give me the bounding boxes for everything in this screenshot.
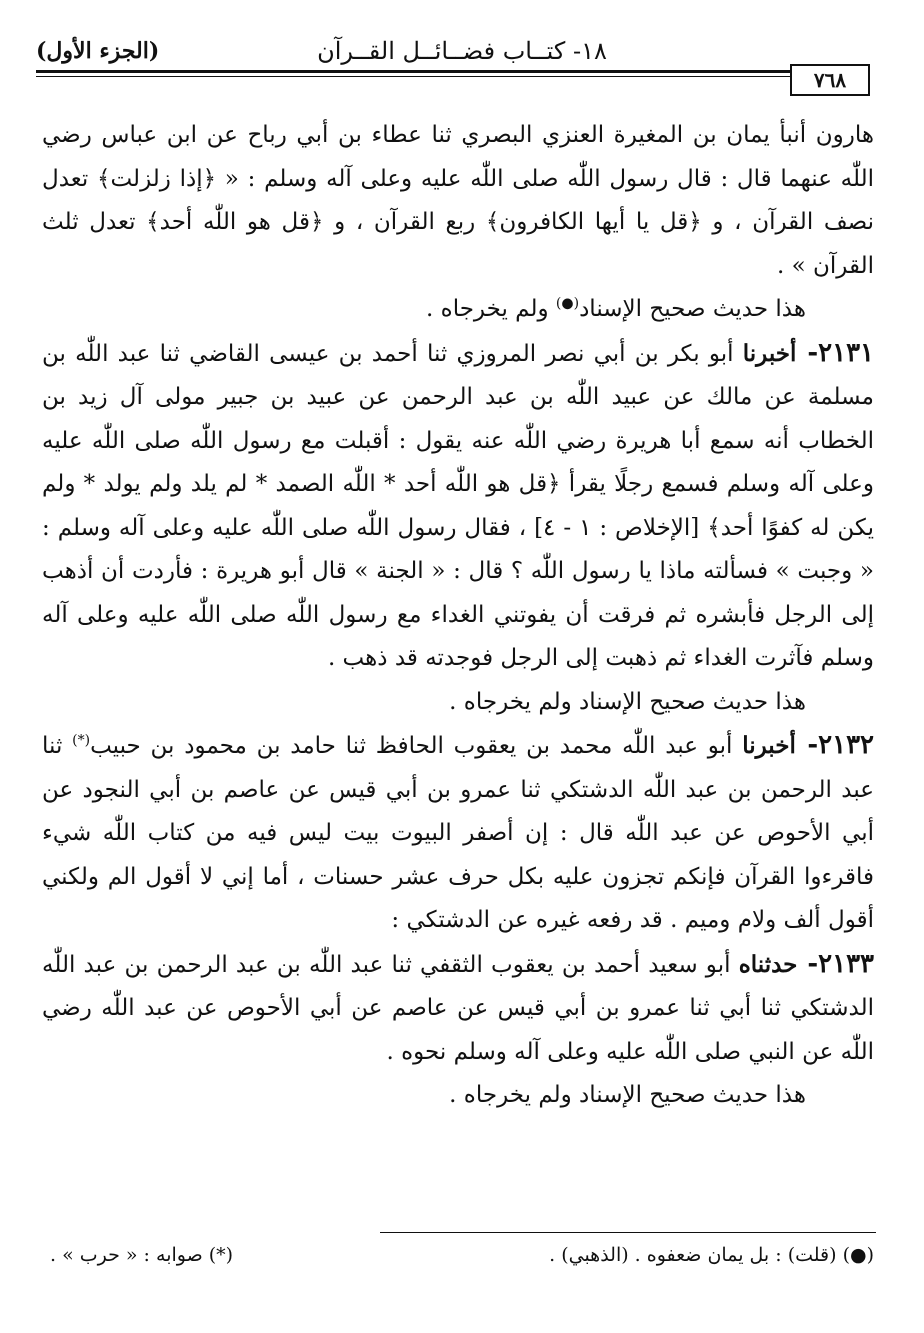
hadith-number: ٢١٣١	[818, 337, 875, 368]
hadith-lead: أخبرنا	[742, 339, 797, 367]
running-title: ١٨- كتــاب فضــائــل القــرآن	[317, 37, 607, 65]
footnote-marker: (*)	[72, 732, 91, 749]
footnote-left: (*) صوابه : « حرب » .	[50, 1244, 234, 1266]
paragraph-tail: ولم يخرجاه .	[426, 296, 556, 322]
paragraph-text: هذا حديث صحيح الإسناد ولم يخرجاه .	[449, 688, 806, 715]
page-header	[36, 34, 888, 70]
hadith-lead: أخبرنا	[742, 732, 796, 759]
footnote-rule	[380, 1232, 876, 1233]
header-rule-thin	[36, 76, 838, 77]
footnotes	[50, 1240, 874, 1270]
footnote-right: (●) (قلت) : بل يمان ضعفوه . (الذهبي) .	[549, 1244, 874, 1266]
paragraph-grading-2	[42, 681, 874, 725]
page-body	[42, 114, 874, 1118]
footnote-marker: (●)	[555, 295, 580, 312]
hadith-number: ٢١٣٣	[818, 948, 875, 979]
paragraph-hadith-2132: ٢١٣٢- أخبرنا أبو عبد اللّٰه محمد بن يعقوب الحافظ ثنا حامد بن محمود بن حبيب(*) ثنا عبد الرحمن بن عبد اللّٰه الدشتكي ثنا عمرو بن أبي قيس عن عاصم بن أبي النجود عن أبي الأحوص عن عبد اللّٰه قال : إن أصفر البيوت بيت ليس فيه من كتاب اللّٰه شيء فاقرءوا القرآن فإنكم تجزون عليه بكل حرف عشر حسنات ، أما إني لا أقول الم ولكني أقول ألف ولام وميم . قد رفعه غيره عن الدشتكي :	[42, 730, 875, 933]
paragraph-text: هذا حديث صحيح الإسناد ولم يخرجاه .	[449, 1082, 806, 1108]
volume-label: (الجزء الأول)	[36, 38, 160, 64]
paragraph-text: هارون أنبأ يمان بن المغيرة العنزي البصري ثنا عطاء بن أبي رباح عن ابن عباس رضي اللّٰه عنهما قال : قال رسول اللّٰه صلى اللّٰه عليه وعلى آله وسلم : « ﴿إذا زلزلت﴾ تعدل نصف القرآن ، و ﴿قل يا أيها الكافرون﴾ ربع القرآن ، و ﴿قل هو اللّٰه أحد﴾ تعدل ثلث القرآن » .	[42, 122, 875, 279]
hadith-lead: حدثناه	[738, 950, 798, 978]
paragraph-grading-1	[42, 288, 874, 332]
paragraph-text: هذا حديث صحيح الإسناد	[579, 296, 806, 322]
paragraph-text: أبو سعيد أحمد بن يعقوب الثقفي ثنا عبد اللّٰه بن عبد الرحمن بن عبد اللّٰه الدشتكي ثنا أبي ثنا عمرو بن أبي قيس عن عاصم عن أبي الأحوص عن عبد اللّٰه رضي اللّٰه عن النبي صلى اللّٰه عليه وعلى آله وسلم نحوه .	[42, 951, 874, 1065]
paragraph-text: أبو عبد اللّٰه محمد بن يعقوب الحافظ ثنا حامد بن محمود بن حبيب	[90, 733, 743, 759]
paragraph-text: أبو بكر بن أبي نصر المروزي ثنا أحمد بن عيسى القاضي ثنا عبد اللّٰه بن مسلمة عن مالك عن عبيد اللّٰه بن عبد الرحمن عن عبيد بن جبير مولى آل زيد بن الخطاب أنه سمع أبا هريرة رضي اللّٰه عنه يقول : أقبلت مع رسول اللّٰه صلى اللّٰه عليه وعلى آله وسلم فسمع رجلًا يقرأ ﴿قل هو اللّٰه أحد * اللّٰه الصمد * لم يلد ولم يولد * ولم يكن له كفوًا أحد﴾ [الإخلاص : ١ - ٤] ، فقال رسول اللّٰه صلى اللّٰه عليه وعلى آله وسلم : « وجبت » فسألته ماذا يا رسول اللّٰه ؟ قال : « الجنة » قال أبو هريرة : فأردت أن أذهب إلى الرجل فأبشره ثم فرقت أن يفوتني الغداء مع رسول اللّٰه صلى اللّٰه عليه وعلى آله وسلم فآثرت الغداء ثم ذهبت إلى الرجل فوجدته قد ذهب .	[42, 340, 874, 671]
page-number: ٧٦٨	[790, 64, 870, 96]
paragraph-grading-3	[42, 1074, 874, 1118]
paragraph-hadith-2133: ٢١٣٣- حدثناه أبو سعيد أحمد بن يعقوب الثقفي ثنا عبد اللّٰه بن عبد الرحمن بن عبد اللّٰه الدشتكي ثنا أبي ثنا عمرو بن أبي قيس عن عاصم عن أبي الأحوص عن عبد اللّٰه رضي اللّٰه عن النبي صلى اللّٰه عليه وعلى آله وسلم نحوه .	[42, 948, 875, 1065]
paragraph-hadith-2131: ٢١٣١- أخبرنا أبو بكر بن أبي نصر المروزي ثنا أحمد بن عيسى القاضي ثنا عبد اللّٰه بن مسلمة عن مالك عن عبيد اللّٰه بن عبد الرحمن عن عبيد بن جبير مولى آل زيد بن الخطاب أنه سمع أبا هريرة رضي اللّٰه عنه يقول : أقبلت مع رسول اللّٰه صلى اللّٰه عليه وعلى آله وسلم فسمع رجلًا يقرأ ﴿قل هو اللّٰه أحد * اللّٰه الصمد * لم يلد ولم يولد * ولم يكن له كفوًا أحد﴾ [الإخلاص : ١ - ٤] ، فقال رسول اللّٰه صلى اللّٰه عليه وعلى آله وسلم : « وجبت » فسألته ماذا يا رسول اللّٰه ؟ قال : « الجنة » قال أبو هريرة : فأردت أن أذهب إلى الرجل فأبشره ثم فرقت أن يفوتني الغداء مع رسول اللّٰه صلى اللّٰه عليه وعلى آله وسلم فآثرت الغداء ثم ذهبت إلى الرجل فوجدته قد ذهب .	[42, 337, 875, 671]
header-rule-thick	[36, 70, 838, 73]
paragraph-hadith-continuation	[42, 114, 874, 288]
paragraph-tail: ثنا عبد الرحمن بن عبد اللّٰه الدشتكي ثنا عمرو بن أبي قيس عن عاصم بن أبي النجود عن أبي الأحوص عن عبد اللّٰه قال : إن أصفر البيوت بيت ليس فيه من كتاب اللّٰه شيء فاقرءوا القرآن فإنكم تجزون عليه بكل حرف عشر حسنات ، أما إني لا أقول الم ولكني أقول ألف ولام وميم . قد رفعه غيره عن الدشتكي :	[42, 733, 874, 933]
hadith-number: ٢١٣٢	[818, 730, 875, 760]
